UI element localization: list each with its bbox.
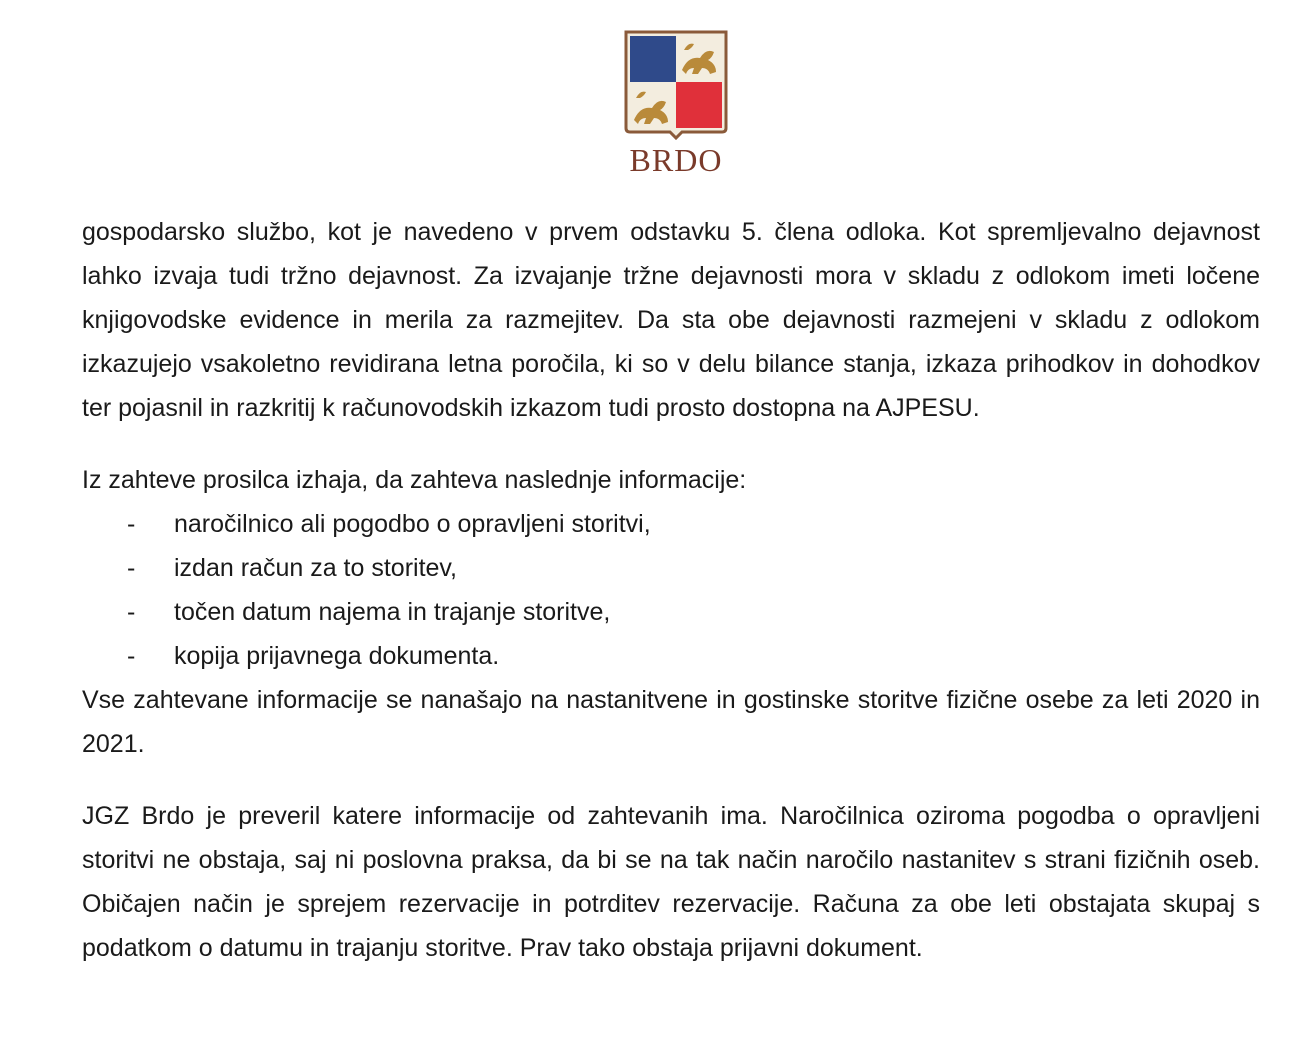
list-item: - izdan račun za to storitev, — [127, 554, 458, 582]
document-body — [82, 210, 1260, 970]
paragraph: gospodarsko službo, kot je navedeno v prvem odstavku 5. člena odloka. Kot spremljevalno dejavnost lahko izvaja tudi tržno dejavnost. Za izvajanje tržne dejavnosti mora v skladu z odlokom imeti ločene knjigovodske evidence in merila za razmejitev. Da sta obe dejavnosti razmejeni v skladu z odlokom izkazujejo vsakoletno revidirana letna poročila, ki so v delu bilance stanja, izkaza prihodkov in dohodkov ter pojasnil in razkritij k računovodskih izkazom tudi prosto dostopna na AJPESU. — [82, 218, 1260, 422]
list-item: - točen datum najema in trajanje storitve, — [127, 598, 611, 626]
red-quadrant — [676, 82, 722, 128]
list-item: - kopija prijavnega dokumenta. — [127, 642, 500, 670]
blue-quadrant — [630, 36, 676, 82]
coat-of-arms-icon — [620, 28, 732, 140]
paragraph-intro: Iz zahteve prosilca izhaja, da zahteva naslednje informacije: — [82, 466, 747, 494]
requested-info-list — [82, 502, 1260, 678]
paragraph: JGZ Brdo je preveril katere informacije od zahtevanih ima. Naročilnica oziroma pogodba o opravljeni storitvi ne obstaja, saj ni poslovna praksa, da bi se na tak način naročilo nastanitev s strani fizičnih oseb. Običajen način je sprejem rezervacije in potrditev rezervacije. Računa za obe leti obstajata skupaj s podatkom o datumu in trajanju storitve. Prav tako obstaja prijavni dokument. — [82, 802, 1260, 962]
brdo-logo — [620, 28, 732, 178]
paragraph: Vse zahtevane informacije se nanašajo na nastanitvene in gostinske storitve fizične osebe za leti 2020 in 2021. — [82, 686, 1260, 758]
logo-text: BRDO — [629, 142, 723, 178]
list-item: - naročilnico ali pogodbo o opravljeni storitvi, — [127, 510, 651, 538]
